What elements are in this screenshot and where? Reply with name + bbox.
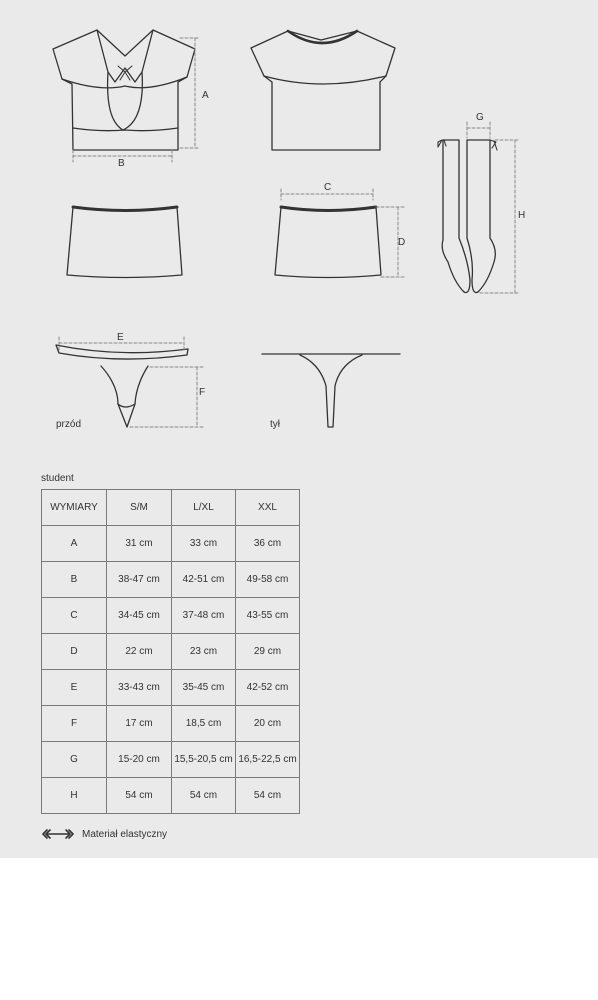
table-cell: 17 cm (107, 706, 172, 742)
table-cell: H (42, 778, 107, 814)
table-row (42, 526, 300, 562)
table-cell: 15,5-20,5 cm (172, 742, 236, 778)
table-cell: A (42, 526, 107, 562)
table-cell: 36 cm (236, 526, 300, 562)
legend (42, 828, 167, 840)
table-cell: 16,5-22,5 cm (236, 742, 300, 778)
label-back: tył (270, 419, 280, 430)
stockings-drawing (438, 140, 497, 293)
table-row (42, 778, 300, 814)
table-cell: 22 cm (107, 634, 172, 670)
label-e: E (117, 332, 124, 343)
table-cell: 35-45 cm (172, 670, 236, 706)
label-front: przód (56, 419, 82, 430)
table-cell: 38-47 cm (107, 562, 172, 598)
header-cell: L/XL (172, 490, 236, 526)
header-cell: XXL (236, 490, 300, 526)
table-title: student (41, 473, 74, 484)
skirt-front-drawing (67, 207, 182, 278)
label-a: A (202, 90, 209, 101)
thong-front-drawing (56, 345, 188, 427)
table-cell: 18,5 cm (172, 706, 236, 742)
table-cell: 33-43 cm (107, 670, 172, 706)
elastic-stretch-icon (42, 828, 74, 840)
table-row (42, 562, 300, 598)
table-cell: 54 cm (107, 778, 172, 814)
label-d: D (398, 237, 406, 248)
table-cell: C (42, 598, 107, 634)
table-cell: B (42, 562, 107, 598)
table-cell: 49-58 cm (236, 562, 300, 598)
label-c: C (324, 182, 332, 193)
header-cell: S/M (107, 490, 172, 526)
table-cell: D (42, 634, 107, 670)
skirt-back-drawing (275, 207, 381, 278)
table-row (42, 706, 300, 742)
garment-drawings (0, 0, 598, 440)
label-g: G (476, 112, 484, 123)
size-table (41, 489, 300, 814)
table-cell: 54 cm (236, 778, 300, 814)
label-b: B (118, 158, 125, 169)
table-cell: 42-51 cm (172, 562, 236, 598)
top-front-drawing (53, 30, 195, 150)
table-cell: 33 cm (172, 526, 236, 562)
top-back-drawing (251, 31, 395, 150)
table-row (42, 670, 300, 706)
thong-back-drawing (262, 354, 400, 427)
table-cell: 31 cm (107, 526, 172, 562)
dimension-guides (59, 38, 520, 427)
table-cell: 54 cm (172, 778, 236, 814)
table-cell: 42-52 cm (236, 670, 300, 706)
table-cell: 23 cm (172, 634, 236, 670)
legend-label: Materiał elastyczny (82, 828, 168, 840)
table-cell: 34-45 cm (107, 598, 172, 634)
table-cell: G (42, 742, 107, 778)
header-cell: WYMIARY (42, 490, 107, 526)
label-f: F (199, 387, 206, 398)
table-header-row (42, 490, 300, 526)
table-cell: 29 cm (236, 634, 300, 670)
table-cell: 43-55 cm (236, 598, 300, 634)
table-row (42, 742, 300, 778)
table-cell: 15-20 cm (107, 742, 172, 778)
label-h: H (518, 210, 526, 221)
table-row (42, 634, 300, 670)
table-cell: F (42, 706, 107, 742)
table-cell: 37-48 cm (172, 598, 236, 634)
table-cell: 20 cm (236, 706, 300, 742)
table-cell: E (42, 670, 107, 706)
table-row (42, 598, 300, 634)
